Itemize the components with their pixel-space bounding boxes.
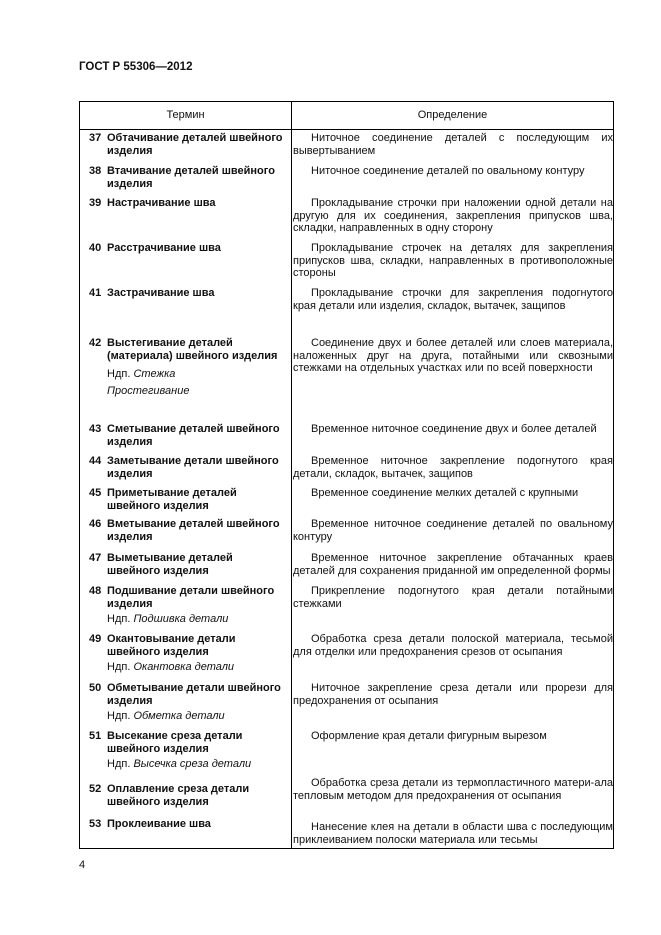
entry-nonpreferred — [107, 613, 288, 626]
entry-term: Подшивание детали швейного изделия — [107, 585, 275, 610]
entry-term: Приметывание деталей швейного изделия — [107, 487, 237, 512]
entry-definition: Ниточное закрепление среза детали или прорези для предохранения от осыпания — [293, 682, 613, 707]
entry-number: 41 — [89, 287, 102, 299]
ndp-term: Окантовка детали — [133, 661, 235, 673]
entry-number: 42 — [89, 337, 102, 349]
entry-nonpreferred — [107, 710, 288, 723]
entry-nonpreferred-2 — [107, 385, 288, 398]
entry-definition: Прокладывание строчки для закрепления подогнутого края детали или изделия, складок, вытачек, защипов — [293, 287, 613, 312]
entry-definition: Ниточное соединение деталей по овальному контуру — [311, 165, 585, 177]
column-header-definition: Определение — [417, 109, 488, 121]
entry-definition: Соединение двух и более деталей или слоев материала, наложенных друг на друга, потайными или сквозными стежками на отдельных участках или по всей поверхности — [293, 337, 613, 374]
ndp-term: Простегивание — [107, 385, 190, 397]
entry-term: Заметывание детали швейного изделия — [107, 455, 279, 480]
entry-definition: Временное ниточное закрепление обтачанных краев деталей для сохранения приданной им определенной формы — [293, 552, 613, 577]
entry-number: 51 — [89, 730, 102, 742]
ndp-label: Ндп. — [107, 661, 131, 673]
entry-term: Обметывание детали швейного изделия — [107, 682, 281, 707]
entry-number: 47 — [89, 552, 102, 564]
entry-number: 43 — [89, 423, 102, 435]
ndp-term: Обметка детали — [133, 710, 225, 722]
column-header-term: Термин — [166, 109, 205, 121]
entry-term: Выметывание деталей швейного изделия — [107, 552, 233, 577]
entry-term: Оплавление среза детали швейного изделия — [107, 783, 250, 808]
entry-number: 37 — [89, 132, 102, 144]
entry-definition: Временное соединение мелких деталей с крупными — [311, 487, 579, 499]
terms-table — [79, 101, 614, 849]
entry-term: Настрачивание шва — [107, 197, 216, 209]
ndp-term: Подшивка детали — [133, 613, 229, 625]
entry-number: 52 — [89, 783, 102, 795]
entry-definition: Прикрепление подогнутого края детали потайными стежками — [293, 585, 613, 610]
entry-nonpreferred — [107, 661, 288, 674]
entry-nonpreferred — [107, 368, 288, 381]
entry-number: 45 — [89, 487, 102, 499]
entry-definition: Нанесение клея на детали в области шва с последующим приклеиванием полоски материала или тесьмы — [293, 821, 613, 846]
entry-number: 50 — [89, 682, 102, 694]
entry-definition: Прокладывание строчки при наложении одной детали на другую для их соединения, закрепления припусков шва, складки, направленных в одну сторону — [293, 197, 613, 234]
entry-term: Вметывание деталей швейного изделия — [107, 518, 280, 543]
entry-term: Окантовывание детали швейного изделия — [107, 633, 236, 658]
entry-definition: Временное ниточное соединение деталей по овальному контуру — [293, 518, 613, 543]
entry-number: 53 — [89, 818, 102, 830]
ndp-term: Стежка — [133, 368, 176, 380]
header-divider — [80, 129, 613, 130]
entry-term: Проклеивание шва — [107, 818, 211, 830]
ndp-label: Ндп. — [107, 368, 131, 380]
ndp-label: Ндп. — [107, 613, 131, 625]
ndp-label: Ндп. — [107, 710, 131, 722]
entry-definition: Обработка среза детали полоской материала, тесьмой для отделки или предохранения срезов от осыпания — [293, 633, 613, 658]
entry-definition: Оформление края детали фигурным вырезом — [311, 730, 547, 742]
ndp-label: Ндп. — [107, 758, 131, 770]
entry-number: 39 — [89, 197, 102, 209]
entry-definition: Ниточное соединение деталей с последующим их вывертыванием — [293, 132, 613, 157]
page-number: 4 — [79, 859, 86, 871]
entry-definition: Временное ниточное закрепление подогнутого края детали, складок, вытачек, защипов — [293, 455, 613, 480]
document-header: ГОСТ Р 55306—2012 — [79, 61, 193, 73]
ndp-term: Высечка среза детали — [133, 758, 252, 770]
entry-number: 44 — [89, 455, 102, 467]
entry-number: 48 — [89, 585, 102, 597]
entry-term: Сметывание деталей швейного изделия — [107, 423, 280, 448]
entry-number: 46 — [89, 518, 102, 530]
entry-term: Застрачивание шва — [107, 287, 215, 299]
entry-term: Обтачивание деталей швейного изделия — [107, 132, 283, 157]
entry-definition: Временное ниточное соединение двух и более деталей — [311, 423, 597, 435]
entry-number: 49 — [89, 633, 102, 645]
column-divider — [291, 102, 292, 848]
entry-term: Расстрачивание шва — [107, 242, 221, 254]
entry-definition: Обработка среза детали из термопластичного матери-ала тепловым методом для предохранения от осыпания — [293, 777, 613, 802]
entry-term: Выстегивание деталей (материала) швейного изделия — [107, 337, 278, 362]
entry-term: Втачивание деталей швейного изделия — [107, 165, 275, 190]
entry-nonpreferred — [107, 758, 288, 771]
entry-definition: Прокладывание строчек на деталях для закрепления припусков шва, складки, направленных в противоположные стороны — [293, 242, 613, 279]
entry-number: 40 — [89, 242, 102, 254]
entry-term: Высекание среза детали швейного изделия — [107, 730, 243, 755]
entry-number: 38 — [89, 165, 102, 177]
